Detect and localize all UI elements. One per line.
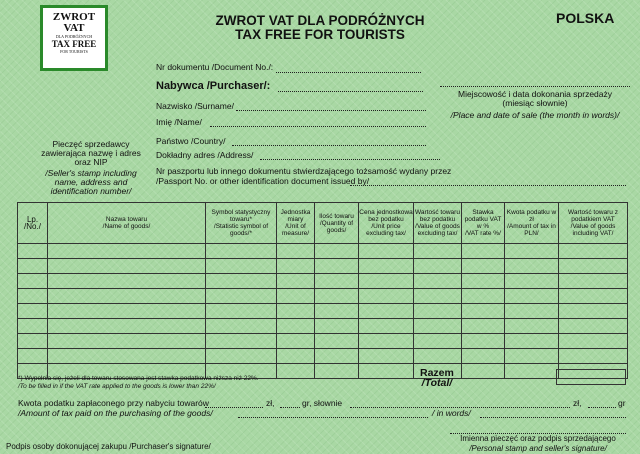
table-cell[interactable] xyxy=(414,289,462,304)
stamp-en-1: /Seller's stamp including xyxy=(45,168,137,178)
table-cell[interactable] xyxy=(315,274,359,289)
table-row xyxy=(18,289,628,304)
table-cell[interactable] xyxy=(462,304,505,319)
total-en: /Total/ xyxy=(421,377,453,389)
table-cell[interactable] xyxy=(462,259,505,274)
place-date-label xyxy=(440,90,630,120)
table-row xyxy=(18,334,628,349)
table-cell[interactable] xyxy=(359,259,414,274)
table-cell[interactable] xyxy=(277,364,315,379)
goods-table xyxy=(17,202,628,379)
logo-line-2: VAT xyxy=(63,22,85,34)
col-header-unit: Jednostka miary /Unit of measure/ xyxy=(277,203,315,244)
table-cell[interactable] xyxy=(18,274,48,289)
table-cell[interactable] xyxy=(505,319,559,334)
purchaser-field[interactable] xyxy=(278,91,423,92)
place-date-field[interactable] xyxy=(440,86,630,87)
country-field[interactable] xyxy=(232,145,426,146)
doc-no-field[interactable] xyxy=(276,72,421,73)
table-cell[interactable] xyxy=(414,319,462,334)
table-cell[interactable] xyxy=(359,304,414,319)
table-cell[interactable] xyxy=(359,364,414,379)
table-cell[interactable] xyxy=(462,244,505,259)
stamp-en-2: name, address and xyxy=(54,177,128,187)
tax-gr-field[interactable] xyxy=(280,407,300,408)
col-header-name: Nazwa towaru /Name of goods/ xyxy=(48,203,206,244)
stamp-pl-3: oraz NIP xyxy=(74,157,108,167)
tax-free-logo xyxy=(40,5,108,71)
table-cell[interactable] xyxy=(206,244,277,259)
table-cell[interactable] xyxy=(505,244,559,259)
footnote-pl: *) Wypełnia się, jeżeli dla towaru stosowana jest stawka podatkowa niższa niż 22%. xyxy=(18,375,259,382)
table-cell[interactable] xyxy=(48,274,206,289)
stamp-pl-2: zawierająca nazwę i adres xyxy=(41,148,141,158)
tax-zl-field[interactable] xyxy=(205,407,263,408)
table-cell[interactable] xyxy=(48,289,206,304)
logo-line-4: TAX FREE xyxy=(51,39,97,49)
table-cell[interactable] xyxy=(315,244,359,259)
table-cell[interactable] xyxy=(462,334,505,349)
table-cell[interactable] xyxy=(315,289,359,304)
tax-words-field-3[interactable] xyxy=(480,417,626,418)
table-cell[interactable] xyxy=(206,259,277,274)
table-cell[interactable] xyxy=(206,274,277,289)
table-cell[interactable] xyxy=(48,244,206,259)
table-cell[interactable] xyxy=(414,334,462,349)
seller-signature-label-pl: Imienna pieczęć oraz podpis sprzedającego xyxy=(460,434,616,443)
stamp-pl-1: Pieczęć sprzedawcy xyxy=(52,139,130,149)
table-row xyxy=(18,274,628,289)
passport-label-pl: Nr paszportu lub innego dokumentu stwierdzającego tożsamość wydany przez xyxy=(156,166,452,176)
tax-gr2-label: gr xyxy=(618,398,626,408)
table-cell[interactable] xyxy=(359,244,414,259)
table-cell[interactable] xyxy=(18,289,48,304)
col-header-quantity: Ilość towaru /Quantity of goods/ xyxy=(315,203,359,244)
table-cell[interactable] xyxy=(505,364,559,379)
seller-stamp-area xyxy=(28,140,154,196)
tax-gr2-field[interactable] xyxy=(588,407,616,408)
table-row xyxy=(18,259,628,274)
in-words-label: / in words/ xyxy=(432,408,471,418)
table-row xyxy=(18,349,628,364)
table-cell[interactable] xyxy=(505,274,559,289)
col-header-symbol: Symbol statystyczny towaru* /Statistic symbol of goods/* xyxy=(206,203,277,244)
table-row xyxy=(18,319,628,334)
table-cell[interactable] xyxy=(277,274,315,289)
table-cell[interactable] xyxy=(505,259,559,274)
table-row xyxy=(18,244,628,259)
stamp-en-3: identification number/ xyxy=(50,186,132,196)
tax-amount-label-pl: Kwota podatku zapłaconego przy nabyciu towarów xyxy=(18,398,209,408)
table-cell[interactable] xyxy=(559,244,628,259)
table-cell[interactable] xyxy=(359,289,414,304)
tax-gr-label: gr, słownie xyxy=(302,398,343,408)
table-cell[interactable] xyxy=(18,259,48,274)
table-cell[interactable] xyxy=(315,334,359,349)
col-header-value-vat: Wartość towaru z podatkiem VAT /Value of goods including VAT/ xyxy=(559,203,628,244)
purchaser-signature-label: Podpis osoby dokonującej zakupu /Purchaser's signature/ xyxy=(6,442,211,451)
table-cell[interactable] xyxy=(414,304,462,319)
table-cell[interactable] xyxy=(48,349,206,364)
table-cell[interactable] xyxy=(505,349,559,364)
surname-label: Nazwisko /Surname/ xyxy=(156,101,234,111)
table-cell[interactable] xyxy=(18,319,48,334)
doc-no-label: Nr dokumentu /Document No./: xyxy=(156,62,274,72)
title-pl: ZWROT VAT DLA PODRÓŻNYCH xyxy=(215,13,425,28)
table-cell[interactable] xyxy=(462,349,505,364)
logo-line-3: DLA PODRÓŻNYCH xyxy=(55,34,93,39)
table-cell[interactable] xyxy=(315,304,359,319)
table-cell[interactable] xyxy=(48,304,206,319)
name-label: Imię /Name/ xyxy=(156,117,202,127)
surname-field[interactable] xyxy=(236,110,426,111)
table-cell[interactable] xyxy=(315,259,359,274)
table-cell[interactable] xyxy=(359,274,414,289)
country-label: POLSKA xyxy=(556,10,615,26)
table-cell[interactable] xyxy=(206,334,277,349)
col-header-no: Lp. /No./ xyxy=(18,203,48,244)
table-cell[interactable] xyxy=(48,259,206,274)
purchaser-label: Nabywca /Purchaser/: xyxy=(156,80,271,92)
table-cell[interactable] xyxy=(18,244,48,259)
col-header-unit-price: Cena jednostkowa bez podatku /Unit price excluding tax/ xyxy=(359,203,414,244)
table-cell[interactable] xyxy=(48,319,206,334)
table-cell[interactable] xyxy=(206,304,277,319)
table-cell[interactable] xyxy=(315,364,359,379)
place-date-pl2: (miesiąc słownie) xyxy=(502,98,568,108)
table-cell[interactable] xyxy=(18,349,48,364)
table-cell[interactable] xyxy=(18,304,48,319)
tax-zl2-label: zł, xyxy=(573,398,582,408)
table-cell[interactable] xyxy=(277,304,315,319)
table-cell[interactable] xyxy=(277,259,315,274)
table-cell[interactable] xyxy=(315,319,359,334)
table-cell[interactable] xyxy=(18,334,48,349)
table-cell[interactable] xyxy=(277,349,315,364)
place-date-en: /Place and date of sale (the month in words)/ xyxy=(450,110,620,120)
address-label: Dokładny adres /Address/ xyxy=(156,150,254,160)
table-cell[interactable] xyxy=(462,274,505,289)
table-cell[interactable] xyxy=(359,319,414,334)
logo-line-1: ZWROT xyxy=(52,11,96,23)
table-cell[interactable] xyxy=(462,289,505,304)
total-label xyxy=(420,368,454,388)
form-title xyxy=(170,14,470,42)
passport-label-en: /Passport No. or other identification document issued by/ xyxy=(156,176,370,186)
address-field[interactable] xyxy=(260,159,440,160)
table-cell[interactable] xyxy=(277,244,315,259)
table-header-row xyxy=(18,203,628,244)
table-cell[interactable] xyxy=(559,259,628,274)
total-pl: Razem xyxy=(420,367,454,379)
tax-zl-label: zł, xyxy=(266,398,275,408)
table-cell[interactable] xyxy=(359,349,414,364)
table-cell[interactable] xyxy=(48,334,206,349)
tax-amount-label-en: /Amount of tax paid on the purchasing of the goods/ xyxy=(18,408,213,418)
table-cell[interactable] xyxy=(414,349,462,364)
table-cell[interactable] xyxy=(206,319,277,334)
total-value-cell[interactable] xyxy=(556,369,626,385)
seller-signature-label-en: /Personal stamp and seller's signature/ xyxy=(469,444,607,453)
table-cell[interactable] xyxy=(559,319,628,334)
place-date-pl: Miejscowość i data dokonania sprzedaży xyxy=(457,89,613,99)
col-header-tax: Kwota podatku w zł /Amount of tax in PLN/ xyxy=(505,203,559,244)
table-cell[interactable] xyxy=(277,334,315,349)
col-header-vat-rate: Stawka podatku VAT w % /VAT rate %/ xyxy=(462,203,505,244)
table-cell[interactable] xyxy=(559,289,628,304)
table-cell[interactable] xyxy=(559,274,628,289)
table-cell[interactable] xyxy=(462,319,505,334)
table-cell[interactable] xyxy=(505,334,559,349)
footnote-en: /To be filled in if the VAT rate applied to the goods is lower than 22%/ xyxy=(18,382,216,390)
col-header-value: Wartość towaru bez podatku /Value of goods excluding tax/ xyxy=(414,203,462,244)
footnote xyxy=(18,375,259,390)
country-field-label: Państwo /Country/ xyxy=(156,136,226,146)
table-cell[interactable] xyxy=(559,349,628,364)
table-cell[interactable] xyxy=(315,349,359,364)
table-cell[interactable] xyxy=(277,319,315,334)
passport-field[interactable] xyxy=(350,185,626,186)
table-cell[interactable] xyxy=(206,289,277,304)
table-cell[interactable] xyxy=(359,334,414,349)
logo-line-5: FOR TOURISTS xyxy=(60,49,88,54)
table-cell[interactable] xyxy=(277,289,315,304)
table-cell[interactable] xyxy=(505,304,559,319)
table-cell[interactable] xyxy=(206,349,277,364)
goods-table-body xyxy=(18,244,628,379)
table-cell[interactable] xyxy=(414,274,462,289)
table-cell[interactable] xyxy=(559,334,628,349)
table-cell[interactable] xyxy=(414,259,462,274)
table-cell[interactable] xyxy=(414,244,462,259)
table-cell[interactable] xyxy=(462,364,505,379)
title-en: TAX FREE FOR TOURISTS xyxy=(235,27,405,42)
table-cell[interactable] xyxy=(559,304,628,319)
name-field[interactable] xyxy=(210,126,426,127)
table-cell[interactable] xyxy=(505,289,559,304)
tax-words-field-2[interactable] xyxy=(238,417,428,418)
table-row xyxy=(18,304,628,319)
